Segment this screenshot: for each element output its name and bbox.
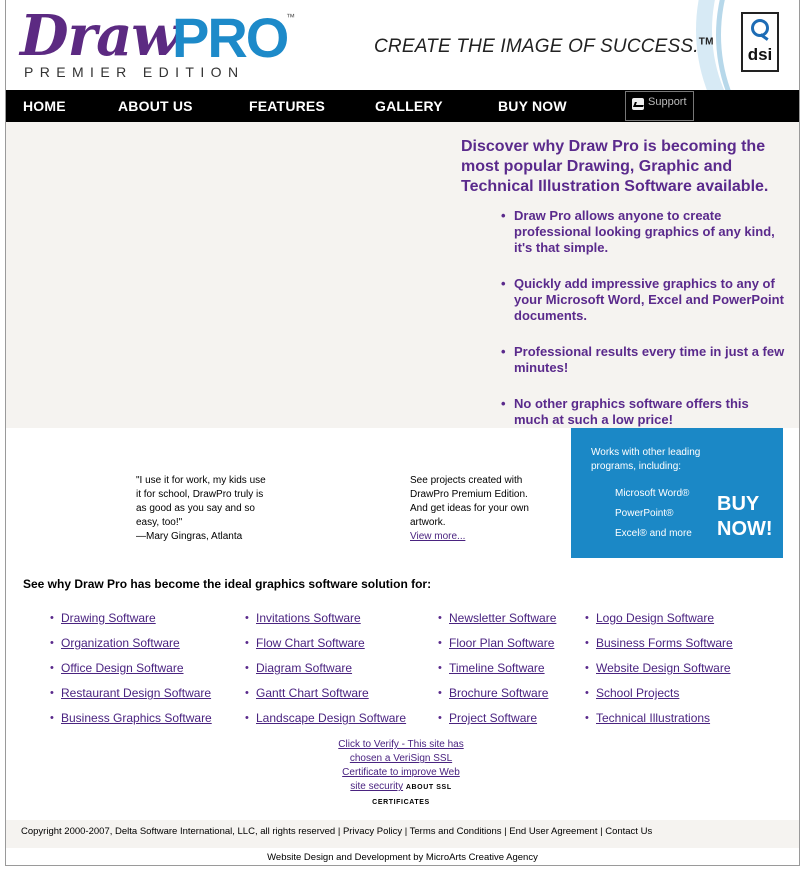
solution-link-text[interactable]: Diagram Software — [256, 661, 353, 675]
feature-bullet: • No other graphics software offers this much at such a low price! — [501, 396, 786, 428]
solution-link-text[interactable]: Timeline Software — [449, 661, 545, 675]
page-frame — [5, 0, 800, 866]
solution-link[interactable] — [586, 708, 733, 733]
solutions-column-3 — [439, 608, 556, 733]
solution-link[interactable] — [51, 708, 212, 733]
solution-link[interactable] — [439, 708, 556, 733]
solution-link[interactable] — [246, 608, 406, 633]
compatible-programs — [615, 484, 692, 544]
solution-link[interactable] — [586, 658, 733, 683]
tagline-trademark: TM — [698, 36, 714, 48]
solutions-column-1 — [51, 608, 212, 733]
logo-edition-text: PREMIER EDITION — [24, 64, 245, 80]
projects-blurb — [410, 474, 530, 544]
verisign-verify-link[interactable]: Click to Verify - This site has chosen a VeriSign SSL Certificate to improve Web site security — [338, 739, 464, 792]
solution-link-text[interactable]: Landscape Design Software — [256, 711, 407, 725]
program-item: Microsoft Word® — [615, 488, 690, 499]
feature-bullets — [501, 208, 786, 448]
verisign-seal — [336, 738, 466, 810]
logo-trademark: ™ — [286, 12, 295, 22]
nav-gallery[interactable]: GALLERY — [375, 98, 443, 114]
dsi-ring-icon — [751, 19, 769, 37]
tagline — [374, 36, 714, 58]
solution-link-text[interactable]: Gantt Chart Software — [256, 686, 369, 700]
buy-box-intro: Works with other leading programs, including: — [591, 447, 701, 472]
solution-link-text[interactable]: Restaurant Design Software — [61, 686, 212, 700]
solution-link[interactable] — [439, 683, 556, 708]
solution-link[interactable] — [51, 608, 212, 633]
solution-link[interactable] — [439, 633, 556, 658]
solution-link-text[interactable]: Newsletter Software — [449, 611, 557, 625]
testimonial-quote: "I use it for work, my kids use it for school, DrawPro truly is as good as you say and so easy, too!" — [136, 475, 266, 528]
testimonial — [136, 474, 271, 544]
footer-bar — [6, 820, 799, 848]
solution-link[interactable] — [439, 658, 556, 683]
dsi-logo[interactable] — [741, 12, 779, 72]
solution-link[interactable] — [246, 683, 406, 708]
solution-link[interactable] — [246, 633, 406, 658]
solution-link[interactable] — [586, 683, 733, 708]
solution-link-text[interactable]: Business Graphics Software — [61, 711, 212, 725]
solution-link[interactable] — [246, 708, 406, 733]
solution-link[interactable] — [51, 683, 212, 708]
solution-link-text[interactable]: Project Software — [449, 711, 538, 725]
feature-bullet: • Draw Pro allows anyone to create professional looking graphics of any kind, it's that simple. — [501, 208, 786, 256]
support-label: Support — [648, 96, 687, 108]
nav-features[interactable]: FEATURES — [249, 98, 326, 114]
solution-link-text[interactable]: Logo Design Software — [596, 611, 715, 625]
buy-now-line2: NOW! — [717, 518, 773, 540]
dsi-logo-text: dsi — [747, 45, 773, 64]
solution-link[interactable] — [439, 608, 556, 633]
solution-link-text[interactable]: Organization Software — [61, 636, 180, 650]
projects-text: See projects created with DrawPro Premium Edition. And get ideas for your own artwork. — [410, 475, 529, 528]
buy-now-line1: BUY — [717, 493, 760, 515]
solution-link-text[interactable]: Brochure Software — [449, 686, 549, 700]
solution-link-text[interactable]: Flow Chart Software — [256, 636, 365, 650]
solution-link-text[interactable]: Business Forms Software — [596, 636, 733, 650]
nav-about-us[interactable]: ABOUT US — [118, 98, 193, 114]
solution-link-text[interactable]: Drawing Software — [61, 611, 156, 625]
program-item: PowerPoint® — [615, 508, 674, 519]
feature-bullet: • Quickly add impressive graphics to any of your Microsoft Word, Excel and PowerPoint documents. — [501, 276, 786, 324]
buy-now-cta[interactable] — [717, 492, 777, 542]
site-header — [6, 0, 799, 90]
program-item: Excel® and more — [615, 528, 692, 539]
solutions-column-4 — [586, 608, 733, 733]
solution-link[interactable] — [246, 658, 406, 683]
testimonial-author: —Mary Gingras, Atlanta — [136, 531, 243, 542]
view-more-link[interactable]: View more... — [410, 531, 466, 542]
solution-link-text[interactable]: Invitations Software — [256, 611, 361, 625]
hero-heading: Discover why Draw Pro is becoming the most popular Drawing, Graphic and Technical Illustration Software available. — [461, 138, 769, 195]
logo-pro-text: PRO — [172, 6, 288, 69]
solution-link-text[interactable]: Floor Plan Software — [449, 636, 555, 650]
hero-panel — [6, 122, 799, 428]
solutions-column-2 — [246, 608, 406, 733]
solution-link[interactable] — [586, 608, 733, 633]
nav-home[interactable]: HOME — [23, 98, 66, 114]
footer-credit[interactable]: Website Design and Development by MicroArts Creative Agency — [267, 852, 538, 863]
feature-bullet: • Professional results every time in just a few minutes! — [501, 344, 786, 376]
solutions-heading: See why Draw Pro has become the ideal graphics software solution for: — [23, 577, 432, 591]
footer-copyright[interactable]: Copyright 2000-2007, Delta Software International, LLC, all rights reserved | Privacy Policy | Terms and Conditions | End User Agreement | Contact Us — [21, 826, 653, 837]
solution-link[interactable] — [51, 658, 212, 683]
solution-link[interactable] — [51, 633, 212, 658]
solution-link-text[interactable]: School Projects — [596, 686, 680, 700]
logo-draw-text: Draw — [20, 3, 179, 69]
buy-now-box[interactable] — [571, 428, 783, 558]
nav-buy-now[interactable]: BUY NOW — [498, 98, 567, 114]
support-chart-icon — [632, 98, 644, 110]
support-button[interactable] — [625, 91, 694, 121]
solution-link-text[interactable]: Office Design Software — [61, 661, 184, 675]
solution-link-text[interactable]: Website Design Software — [596, 661, 731, 675]
tagline-text: CREATE THE IMAGE OF SUCCESS. — [374, 36, 699, 57]
solution-link-text[interactable]: Technical Illustrations — [596, 711, 711, 725]
about-ssl-link[interactable]: ABOUT SSL CERTIFICATES — [372, 784, 452, 806]
solution-link[interactable] — [586, 633, 733, 658]
